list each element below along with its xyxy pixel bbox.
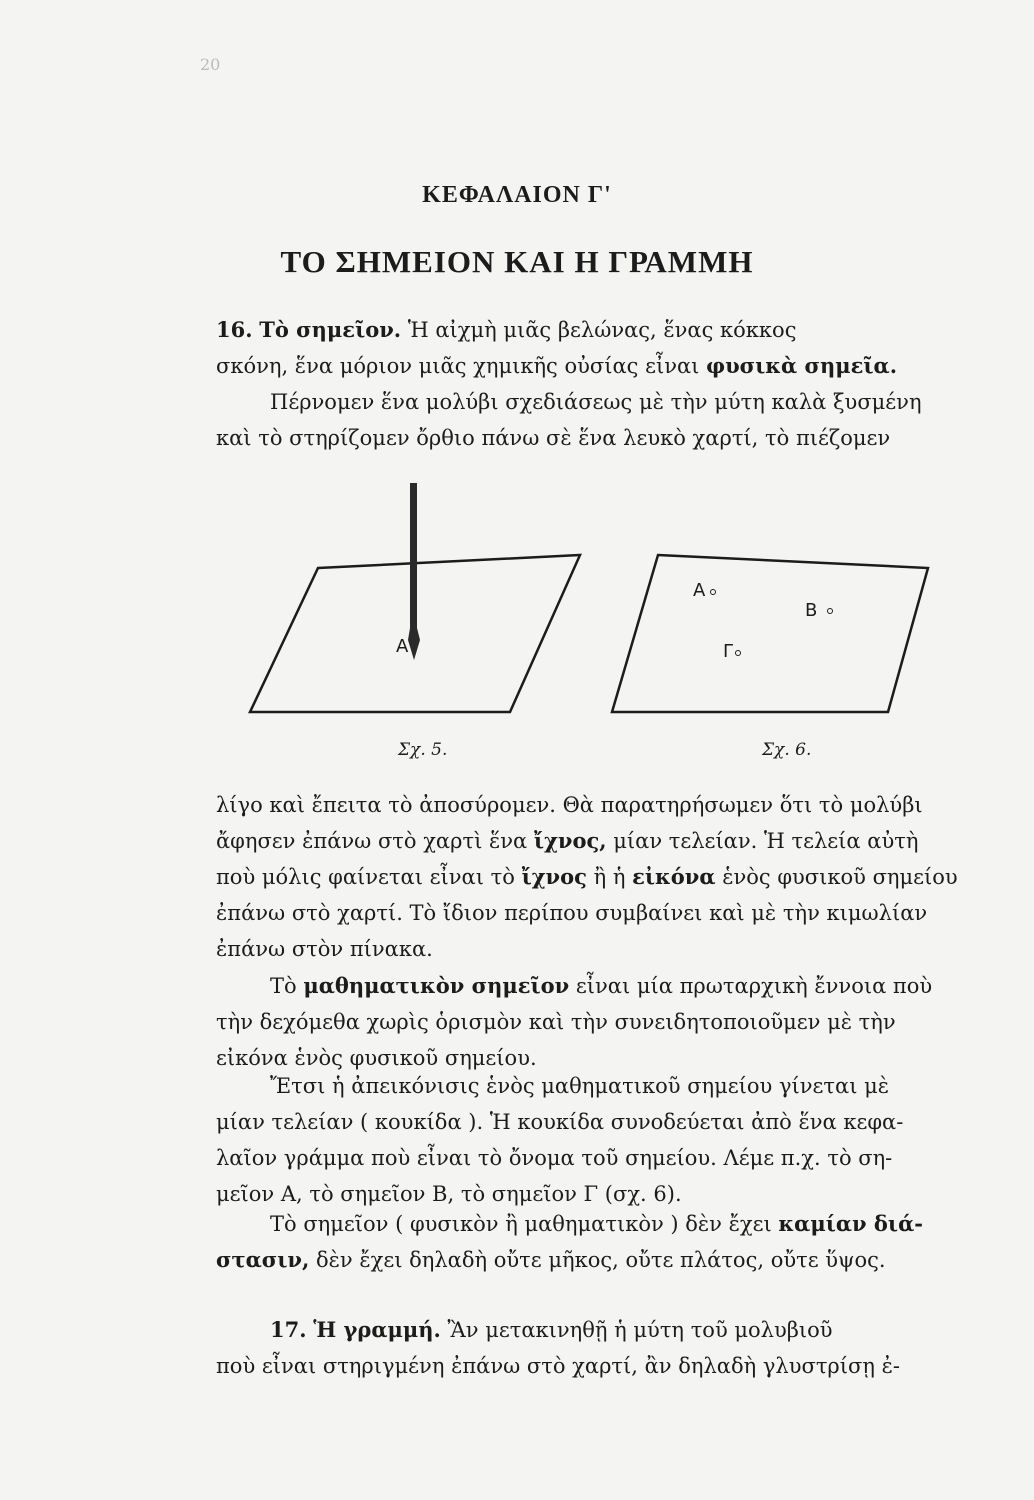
chapter-title: ΤΟ ΣΗΜΕΙΟΝ ΚΑΙ Η ΓΡΑΜΜΗ [280,244,754,279]
text-span: ποὺ μόλις φαίνεται εἶναι τὸ [216,865,515,889]
point-label-a-fig5: A [396,636,409,657]
text-line: μίαν τελείαν ( κουκίδα ). Ἡ κουκίδα συνοδεύεται ἀπὸ ἕνα κεφα- [216,1110,904,1134]
text-span: εἶναι μία πρωταρχικὴ ἔννοια ποὺ [575,974,933,998]
text-span: Ἂν μετακινηθῇ ἡ μύτη τοῦ μολυβιοῦ [447,1318,833,1342]
text-line: ἐπάνω στὸν πίνακα. [216,937,433,961]
chapter-heading: ΚΕΦΑΛΑΙΟΝ Γ' [422,182,612,208]
depiction-paragraph [216,1068,961,1212]
text-span: Τὸ [270,974,297,998]
text-span: ἑνὸς φυσικοῦ σημείου [722,865,958,889]
text-line [216,859,961,895]
section-16-text: σκόνη, ἕνα μόριον μιᾶς χημικῆς οὐσίας εἶναι [216,354,700,378]
text-line [216,1206,961,1242]
text-span: Τὸ σημεῖον ( φυσικὸν ἢ μαθηματικὸν ) δὲν ἔχει [270,1212,772,1236]
bold-term: εἰκόνα [632,864,716,889]
text-span: μίαν τελείαν. Ἡ τελεία αὐτὴ [613,829,919,853]
caption-fig6: Σχ. 6. [762,740,812,760]
point-label-a-fig6: A [693,580,706,601]
pencil [408,483,420,660]
text-line: τὴν δεχόμεθα χωρὶς ὁρισμὸν καὶ τὴν συνειδητοποιοῦμεν μὲ τὴν [216,1010,896,1034]
section-heading: Τὸ σημεῖον. [259,317,402,342]
section-number: 17. [270,1317,307,1342]
bold-term: ἴχνος [521,864,587,889]
section-17-line-1 [216,1312,961,1348]
text-span: ἢ ἡ [593,865,626,889]
text-line: λίγο καὶ ἔπειτα τὸ ἀποσύρομεν. Θὰ παρατηρήσωμεν ὅτι τὸ μολύβι [216,793,923,817]
plane-fig6 [612,555,928,712]
bold-term: ἴχνος, [533,828,607,853]
figure-6 [612,555,928,712]
bold-term: καμίαν διά- [778,1211,923,1236]
section-number: 16. [216,317,253,342]
section-heading: Ἡ γραμμή. [313,1317,441,1342]
point-b-dot [828,609,833,614]
section-16-text: Ἡ αἰχμὴ μιᾶς βελώνας, ἕνας κόκκος [407,318,797,342]
section-16-line-3: Πέρνομεν ἕνα μολύβι σχεδιάσεως μὲ τὴν μύτη καλὰ ξυσμένη [270,390,922,414]
dimension-paragraph [216,1206,961,1278]
point-label-b-fig6: B [805,600,818,621]
caption-fig5: Σχ. 5. [398,740,448,760]
text-line: εἰκόνα ἑνὸς φυσικοῦ σημείου. [216,1046,537,1070]
figure-5 [250,483,580,712]
continuation-paragraph [216,787,961,967]
page-number: 20 [200,55,221,74]
section-16-line-4: καὶ τὸ στηρίζομεν ὄρθιο πάνω σὲ ἕνα λευκὸ χαρτί, τὸ πιέζομεν [216,426,891,450]
text-line: μεῖον Α, τὸ σημεῖον Β, τὸ σημεῖον Γ (σχ. 6). [216,1182,682,1206]
bold-term: μαθηματικὸν σημεῖον [303,973,570,998]
bold-term: φυσικὰ σημεῖα. [706,353,898,378]
section-17-paragraph [216,1312,961,1384]
text-line: λαῖον γράμμα ποὺ εἶναι τὸ ὄνομα τοῦ σημείου. Λέμε π.χ. τὸ ση- [216,1146,893,1170]
text-span: δὲν ἔχει δηλαδὴ οὔτε μῆκος, οὔτε πλάτος, οὔτε ὕψος. [316,1248,886,1272]
point-a-dot [711,590,716,595]
text-line: ἐπάνω στὸ χαρτί. Τὸ ἴδιον περίπου συμβαίνει καὶ μὲ τὴν κιμωλίαν [216,901,928,925]
section-17-line-2: ποὺ εἶναι στηριγμένη ἐπάνω στὸ χαρτί, ἂν δηλαδὴ γλυστρίσῃ ἐ- [216,1354,900,1378]
point-g-dot [736,651,741,656]
text-line [216,968,961,1004]
math-point-paragraph [216,968,961,1076]
text-span: ἄφησεν ἐπάνω στὸ χαρτὶ ἕνα [216,829,528,853]
bold-term: στασιν, [216,1247,310,1272]
point-label-g-fig6: Γ [723,641,734,662]
text-line: Ἔτσι ἡ ἀπεικόνισις ἑνὸς μαθηματικοῦ σημείου γίνεται μὲ [270,1074,890,1098]
text-line [216,823,961,859]
text-line [216,1242,961,1278]
